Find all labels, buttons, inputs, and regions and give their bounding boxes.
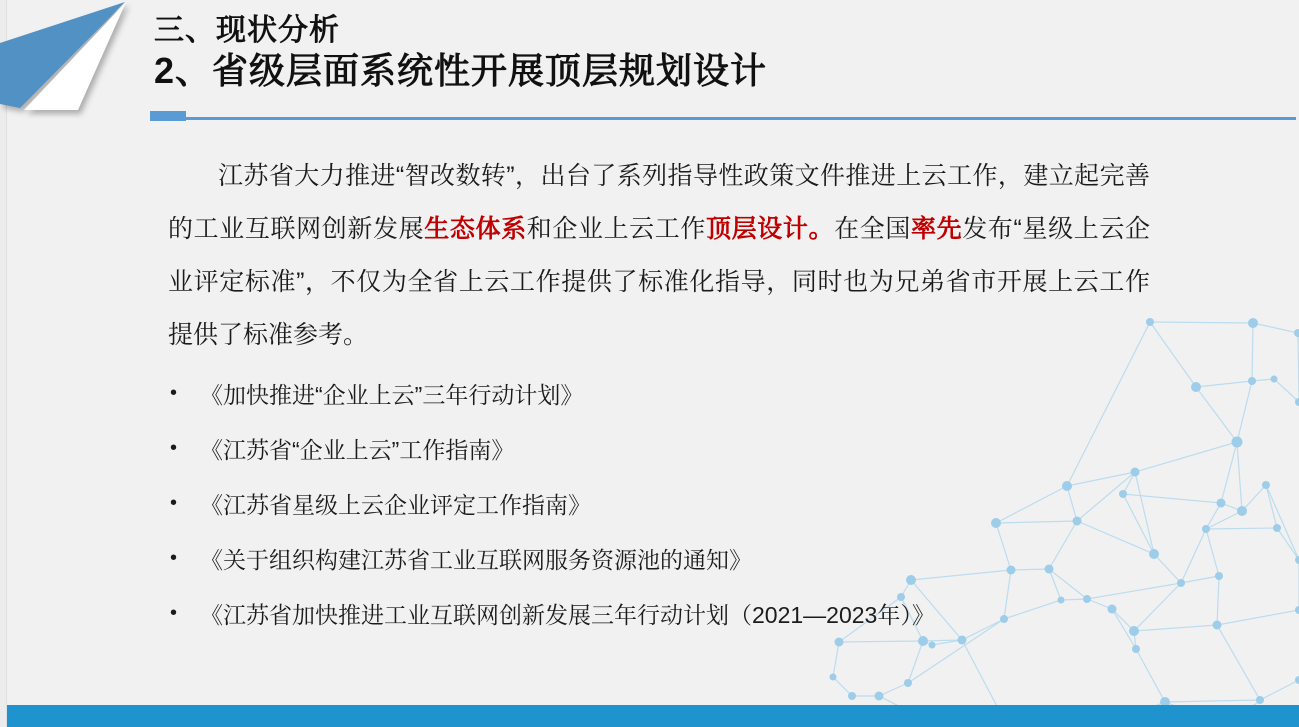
list-item-text: 《关于组织构建江苏省工业互联网服务资源池的通知》: [200, 547, 752, 573]
list-item-text: 《江苏省星级上云企业评定工作指南》: [200, 492, 591, 518]
body-text: 和企业上云工作: [526, 215, 707, 243]
title-underline: [150, 110, 1296, 121]
underline-thick-segment: [150, 111, 186, 121]
underline-thin-rule: [186, 117, 1296, 120]
body-text: 在全国: [834, 215, 912, 243]
slide-title: [154, 12, 767, 93]
list-item-text: 《江苏省“企业上云”工作指南》: [200, 437, 515, 463]
list-item: [170, 531, 1190, 586]
bullet-icon: •: [170, 437, 178, 459]
list-item-text: 《加快推进“企业上云”三年行动计划》: [200, 382, 584, 408]
bullet-icon: •: [170, 602, 178, 624]
list-item: [170, 586, 1190, 641]
list-item: [170, 366, 1190, 421]
subsection-title: 2、省级层面系统性开展顶层规划设计: [154, 50, 768, 91]
bullet-icon: •: [170, 492, 178, 514]
bullet-icon: •: [170, 547, 178, 569]
policy-list: [170, 366, 1190, 641]
section-title: 三、现状分析: [154, 14, 340, 47]
corner-flag-icon: [0, 0, 150, 125]
emphasis-text: 顶层设计。: [706, 215, 835, 243]
list-item: [170, 476, 1190, 531]
body-paragraph: [168, 150, 1150, 362]
footer-bar: [0, 705, 1299, 727]
body-text: 江苏省大力推进“智改数转”，出台了系列指导性政策文件推进上云工作，建立起完善的工业互联网创新发展: [168, 162, 1150, 243]
body-text: 发布“星级上云企业评定标准”，不仅为全省上云工作提供了标准化指导，同时也为兄弟省市开展上云工作提供了标准参考。: [168, 215, 1150, 349]
bullet-icon: •: [170, 382, 178, 404]
emphasis-text: 生态体系: [424, 215, 527, 243]
list-item: [170, 421, 1190, 476]
list-item-text: 《江苏省加快推进工业互联网创新发展三年行动计划（2021—2023年）》: [200, 602, 935, 628]
emphasis-text: 率先: [911, 215, 963, 243]
